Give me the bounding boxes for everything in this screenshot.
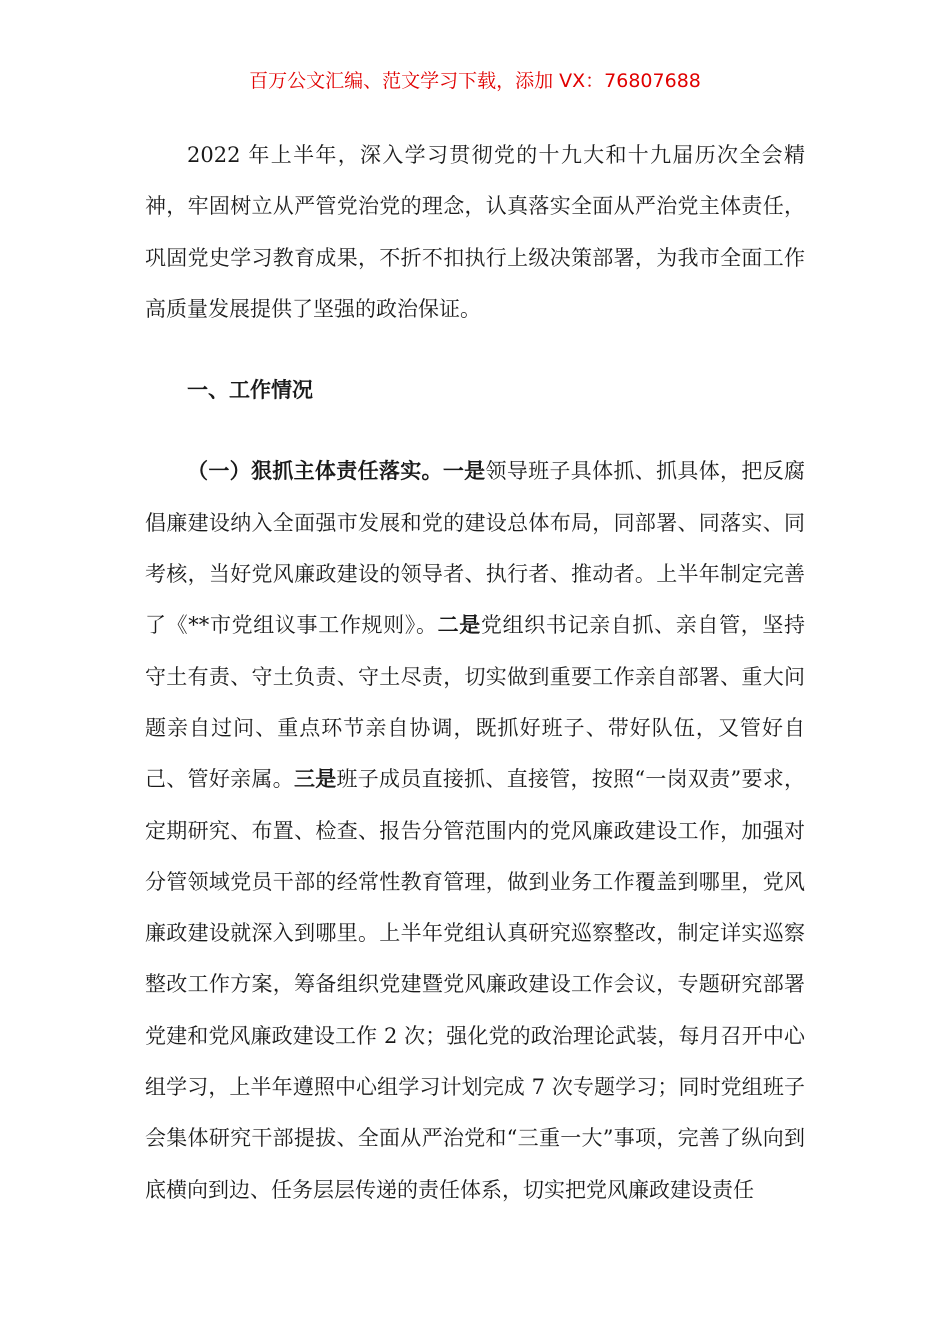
item1-text-two: 党组织书记亲自抓、亲自管，坚持守土有责、守土负责、守土尽责，切实做到重要工作亲自部署、重大问题亲自过问、重点环节亲自协调，既抓好班子、带好队伍，又管好自己、管好亲属。 [145,613,806,792]
lead-three: 三是 [293,767,337,792]
lead-one: 一是 [442,459,486,484]
item1-text-one: 领导班子具体抓、抓具体，把反腐倡廉建设纳入全面强市发展和党的建设总体布局，同部署、同落实、同考核，当好党风廉政建设的领导者、执行者、推动者。上半年制定完善了《**市党组议事工作规则》。 [145,459,806,638]
item1-paragraph [145,446,805,1215]
item1-heading: （一）狠抓主体责任落实。 [187,459,443,484]
intro-paragraph: 2022 年上半年，深入学习贯彻党的十九大和十九届历次全会精神，牢固树立从严管党治党的理念，认真落实全面从严治党主体责任，巩固党史学习教育成果，不折不扣执行上级决策部署，为我市全面工作高质量发展提供了坚强的政治保证。 [145,143,805,321]
lead-two: 二是 [437,613,481,638]
item1-text-three: 班子成员直接抓、直接管，按照“一岗双责”要求，定期研究、布置、检查、报告分管范围内的党风廉政建设工作，加强对分管领域党员干部的经常性教育管理，做到业务工作覆盖到哪里，党风廉政建设就深入到哪里。上半年党组认真研究巡察整改，制定详实巡察整改工作方案，筹备组织党建暨党风廉政建设工作会议，专题研究部署党建和党风廉政建设工作 2 次；强化党的政治理论武装，每月召开中心组学习，上半年遵照中心组学习计划完成 7 次专题学习；同时党组班子会集体研究干部提拔、全面从严治党和“三重一大”事项，完善了纵向到底横向到边、任务层层传递的责任体系，切实把党风廉政建设责任 [145,767,806,1202]
watermark-text: 百万公文汇编、范文学习下载，添加 VX：76807688 [249,70,701,92]
watermark-header [0,66,950,96]
document-body [145,130,805,1216]
section-title: 一、工作情况 [187,378,313,403]
